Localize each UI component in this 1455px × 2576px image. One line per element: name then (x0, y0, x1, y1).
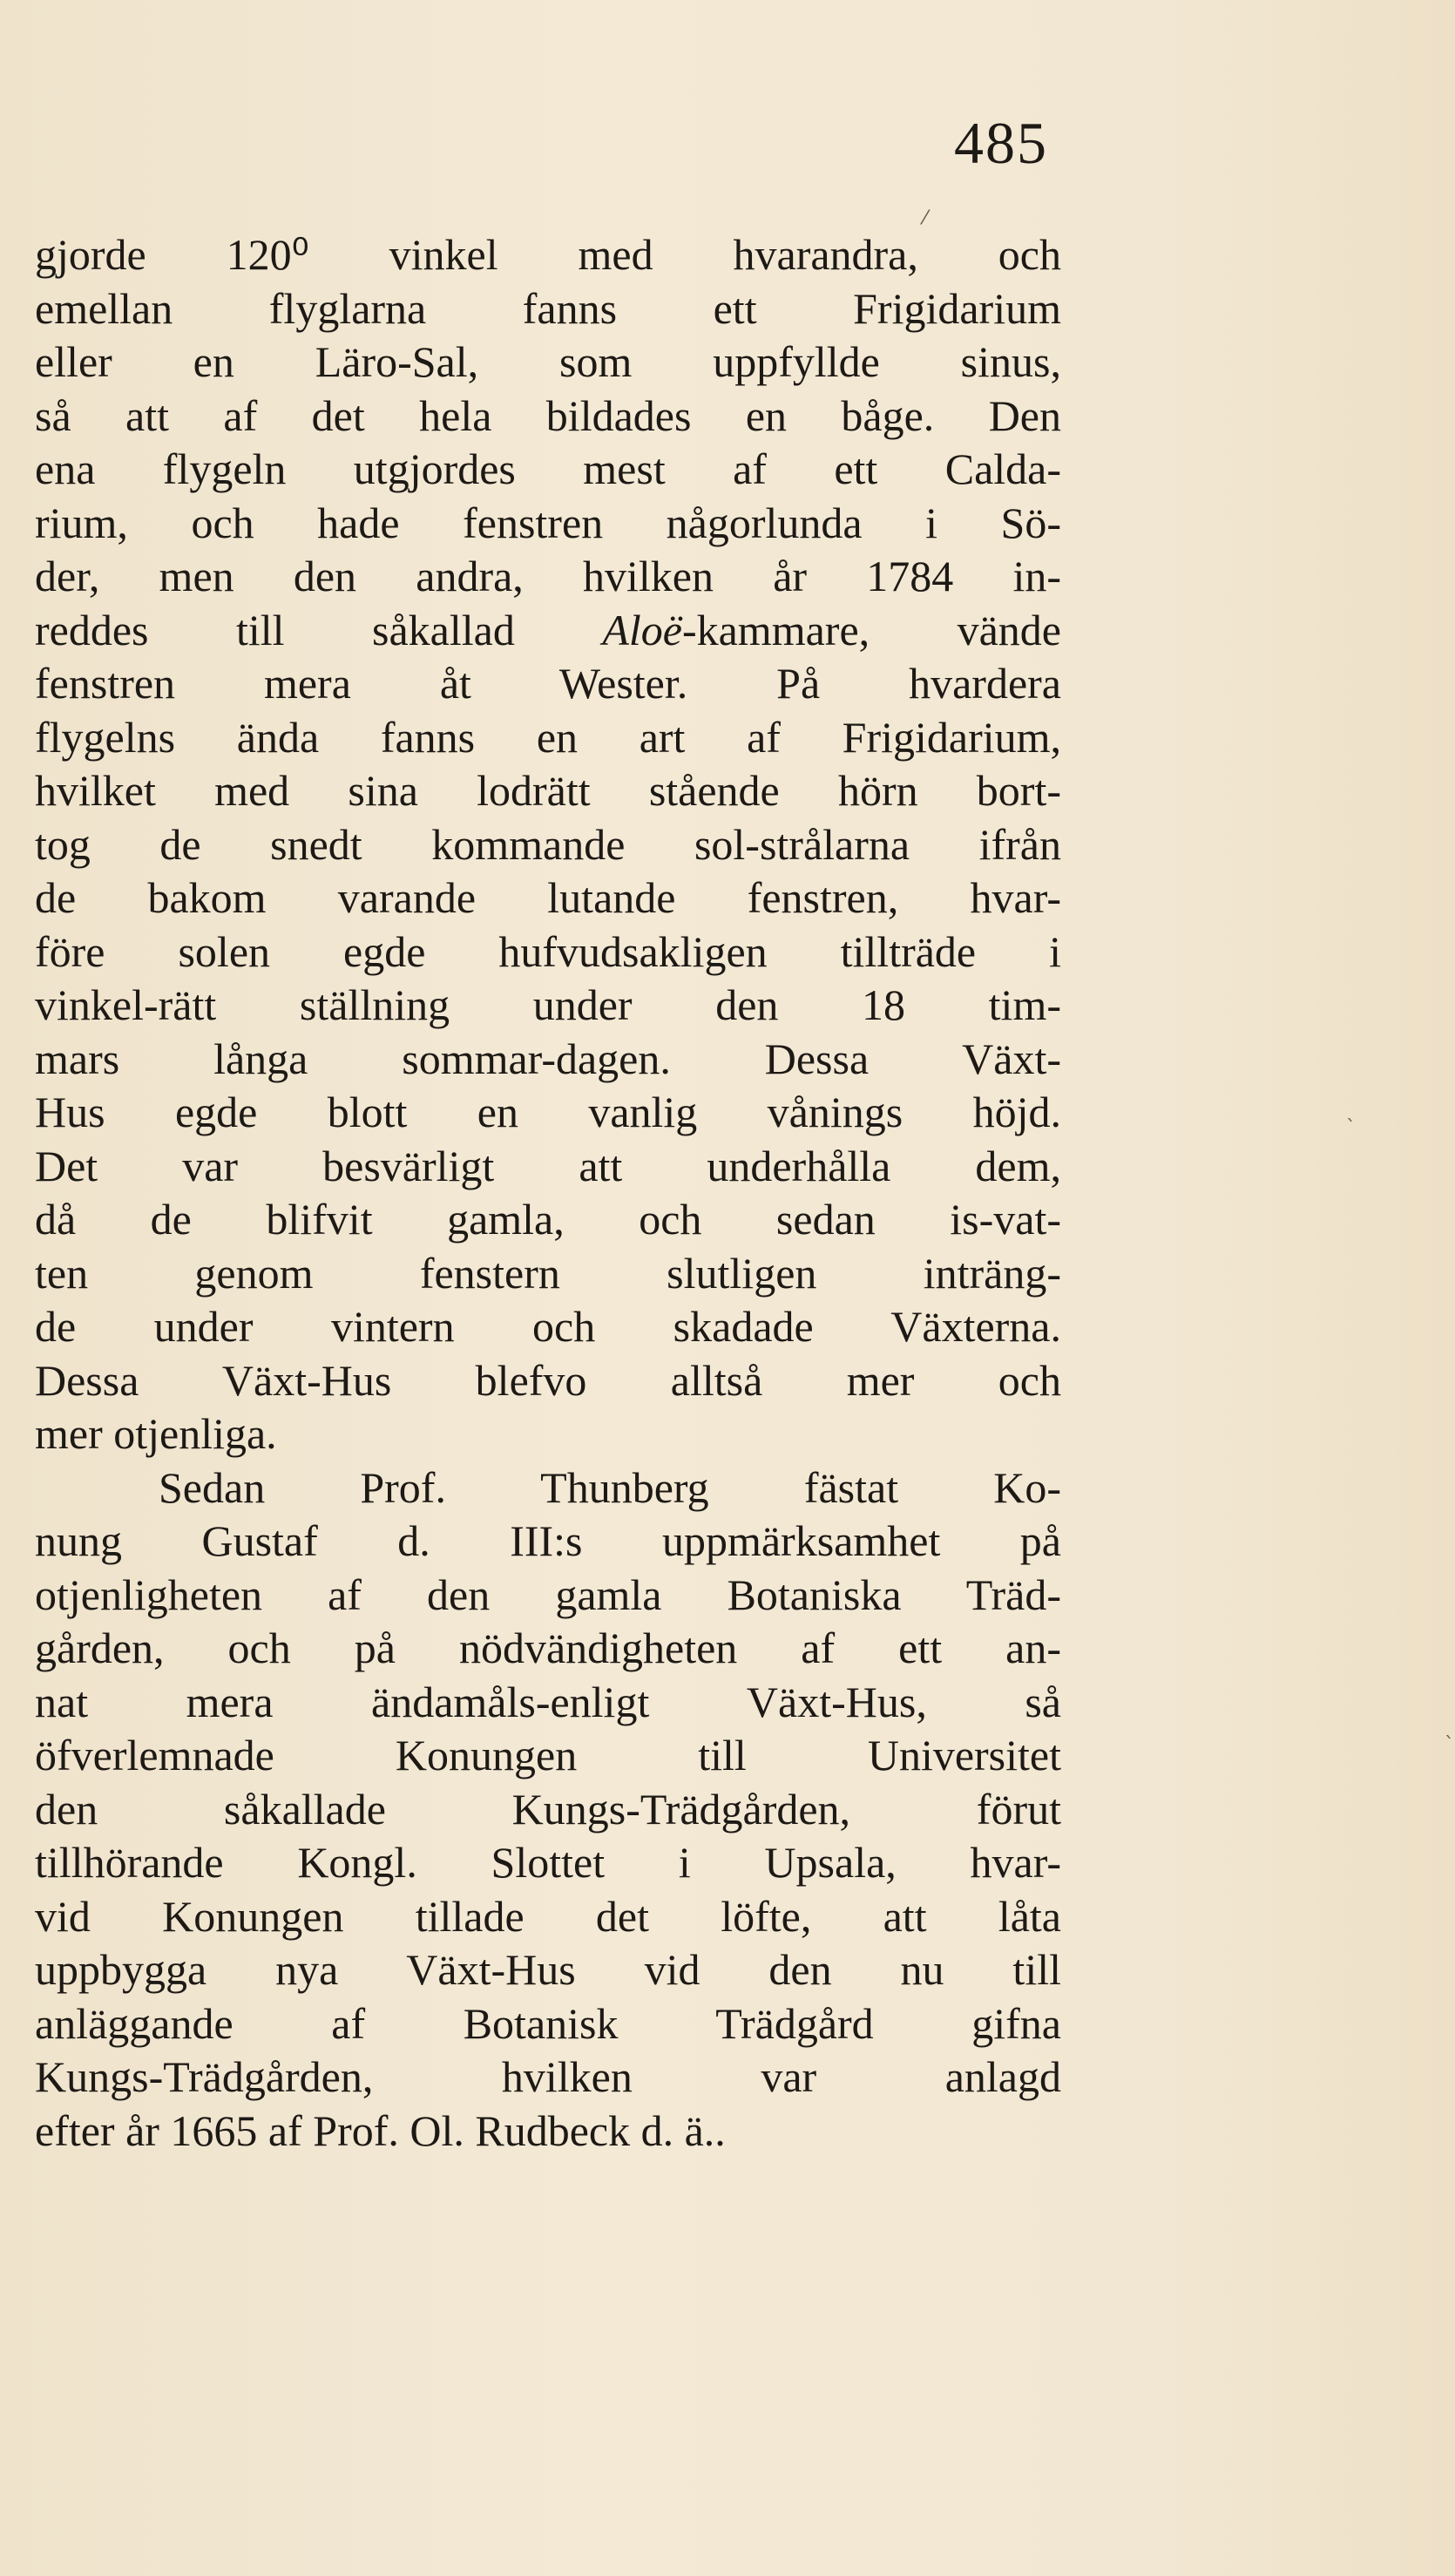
text-line: nung Gustaf d. III:s uppmärksamhet på (35, 1516, 1061, 1565)
italic-term: Aloë (602, 605, 682, 654)
text-line: der, men den andra, hvilken år 1784 in- (35, 552, 1061, 600)
text-line: öfverlemnade Konungen till Universitet (35, 1731, 1061, 1779)
text-line: ten genom fenstern slutligen inträng- (35, 1248, 1061, 1298)
text-line: tog de snedt kommande sol-strålarna ifrån (35, 819, 1061, 869)
text-line: vinkel-rätt ställning under den 18 tim- (35, 980, 1061, 1029)
text-line: gjorde 120⁰ vinkel med hvarandra, och (35, 230, 1061, 279)
ink-mark: ⁄ (924, 207, 927, 229)
text-line: fenstren mera åt Wester. På hvardera (35, 659, 1061, 708)
text-line: de bakom varande lutande fenstren, hvar- (35, 873, 1061, 922)
ink-mark: ˋ (1445, 1734, 1454, 1756)
page-number: 485 (954, 110, 1048, 176)
text-line: efter år 1665 af Prof. Ol. Rudbeck d. ä.. (35, 2105, 726, 2155)
text-line: hvilket med sina lodrätt stående hörn bort- (35, 766, 1061, 815)
text-line: nat mera ändamåls-enligt Växt-Hus, så (35, 1677, 1061, 1726)
text-line (35, 604, 1061, 658)
text-line: rium, och hade fenstren någorlunda i Sö- (35, 498, 1061, 547)
text-line: så att af det hela bildades en båge. Den (35, 390, 1061, 440)
text-line: de under vintern och skadade Växterna. (35, 1302, 1061, 1351)
text-line: Sedan Prof. Thunberg fästat Ko- (159, 1462, 1061, 1512)
text-line: emellan flyglarna fanns ett Frigidarium (35, 283, 1061, 333)
ink-mark: ˋ (1346, 1117, 1356, 1139)
text-line: uppbygga nya Växt-Hus vid den nu till (35, 1945, 1061, 1994)
text-line: Dessa Växt-Hus blefvo alltså mer och (35, 1355, 1061, 1405)
text-line: Kungs-Trädgården, hvilken var anlagd (35, 2052, 1061, 2101)
text-line: den såkallade Kungs-Trädgården, förut (35, 1784, 1061, 1834)
text-line: ena flygeln utgjordes mest af ett Calda- (35, 444, 1061, 493)
text-line: eller en Läro-Sal, som uppfyllde sinus, (35, 337, 1061, 386)
text-line: vid Konungen tillade det löfte, att låta (35, 1891, 1061, 1941)
text-line: Hus egde blott en vanlig vånings höjd. (35, 1088, 1061, 1136)
text-line: tillhörande Kongl. Slottet i Upsala, hvar- (35, 1838, 1061, 1887)
text-line: mars långa sommar-dagen. Dessa Växt- (35, 1034, 1061, 1083)
text-line: flygelns ända fanns en art af Frigidarium, (35, 712, 1061, 762)
body-text (35, 228, 1061, 2158)
text-segment: -kammare, vände (681, 605, 1061, 654)
text-line: före solen egde hufvudsakligen tillträde i (35, 926, 1061, 976)
text-line: då de blifvit gamla, och sedan is-vat- (35, 1195, 1061, 1244)
text-segment: reddes till såkallad (35, 605, 603, 654)
text-line: anläggande af Botanisk Trädgård gifna (35, 1998, 1061, 2048)
text-line: otjenligheten af den gamla Botaniska Träd- (35, 1569, 1061, 1619)
text-line: gården, och på nödvändigheten af ett an- (35, 1624, 1061, 1672)
text-line: Det var besvärligt att underhålla dem, (35, 1141, 1061, 1190)
text-line: mer otjenliga. (35, 1409, 277, 1458)
